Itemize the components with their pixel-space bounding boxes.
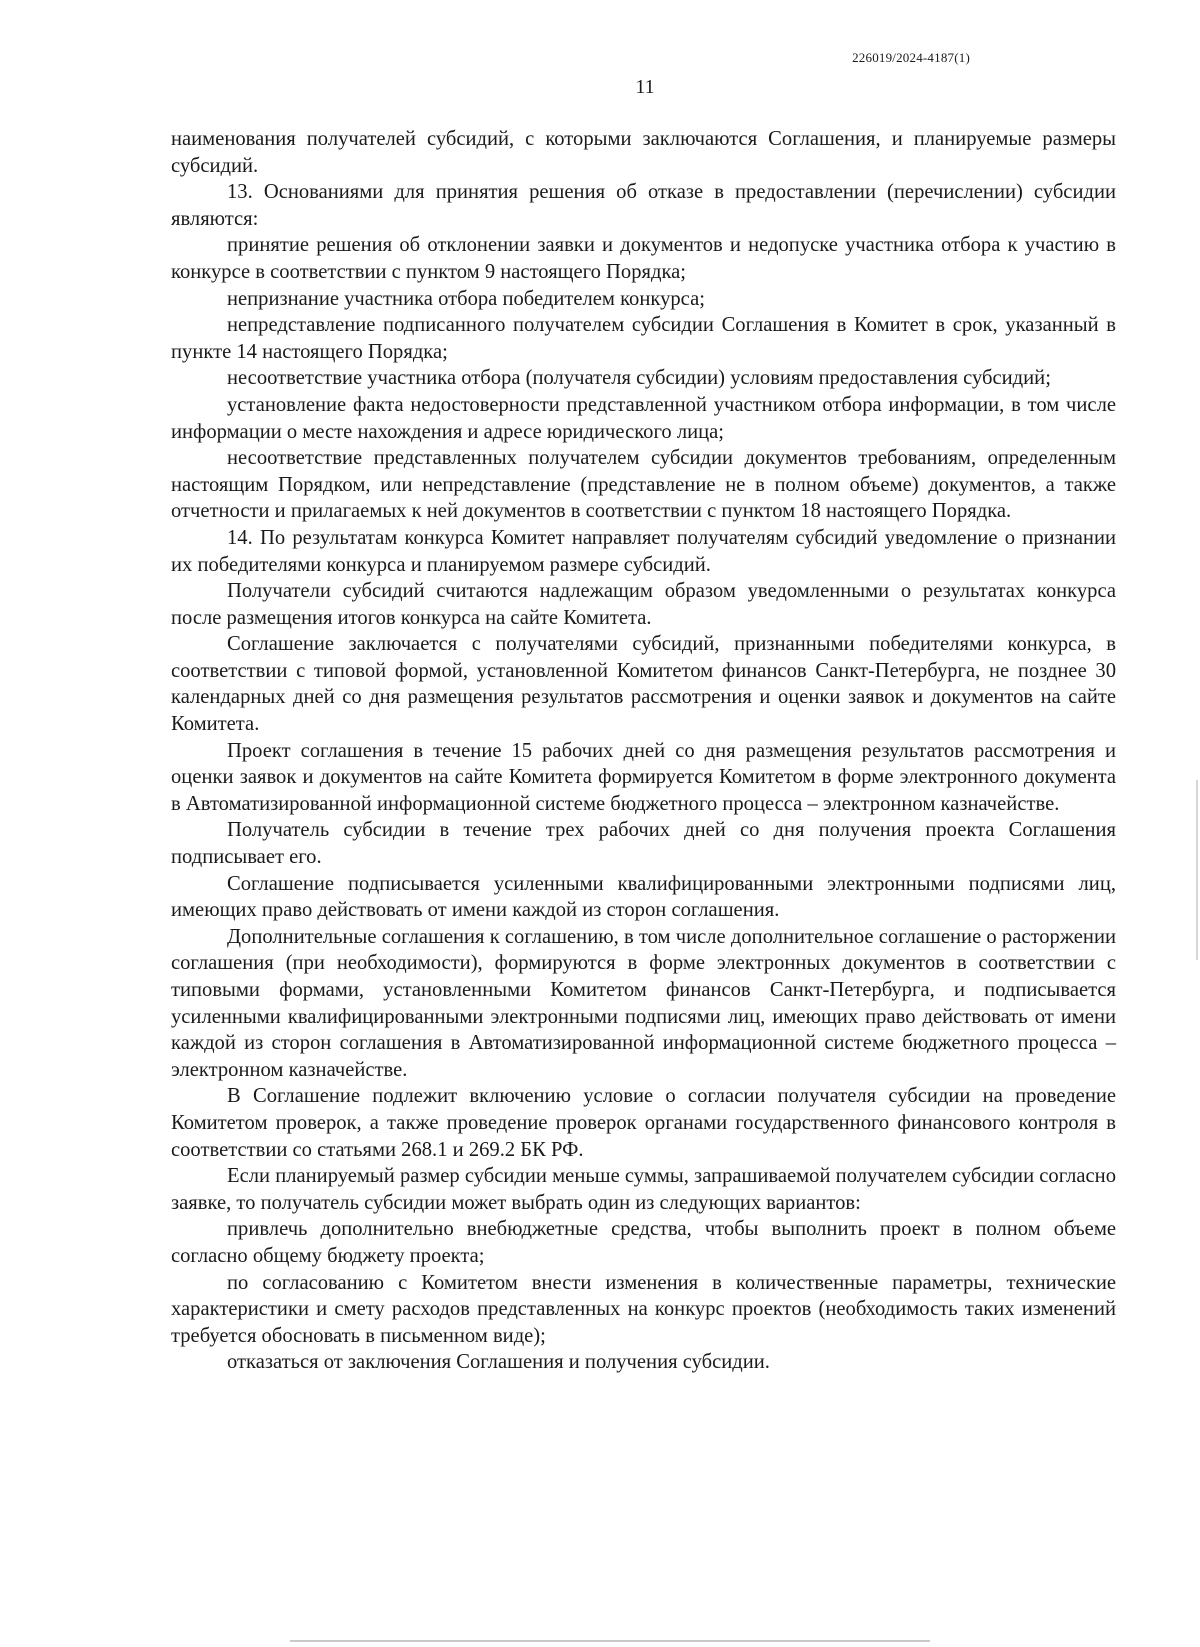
body-paragraph: несоответствие представленных получателем субсидии документов требованиям, определенным настоящим Порядком, или непредставление (представление не в полном объеме) документов, а также отчетности и прилагаемых к ней документов в соответствии с пунктом 18 настоящего Порядка.: [171, 447, 1116, 523]
body-paragraph: непредставление подписанного получателем субсидии Соглашения в Комитет в срок, указанный в пункте 14 настоящего Порядка;: [171, 314, 1116, 363]
body-paragraph: наименования получателей субсидий, с которыми заключаются Соглашения, и планируемые размеры субсидий.: [171, 128, 1116, 177]
body-paragraph: привлечь дополнительно внебюджетные средства, чтобы выполнить проект в полном объеме согласно общему бюджету проекта;: [171, 1218, 1116, 1267]
body-paragraph: принятие решения об отклонении заявки и документов и недопуске участника отбора к участию в конкурсе в соответствии с пунктом 9 настоящего Порядка;: [171, 234, 1116, 283]
body-paragraph: установление факта недостоверности представленной участником отбора информации, в том числе информации о месте нахождения и адресе юридического лица;: [171, 393, 1116, 443]
body-paragraph: по согласованию с Комитетом внести изменения в количественные параметры, технические характеристики и смету расходов представленных на конкурс проектов (необходимость таких изменений требуется обосновать в письменном виде);: [171, 1271, 1116, 1347]
body-paragraph: несоответствие участника отбора (получателя субсидии) условиям предоставления субсидий;: [227, 367, 1051, 390]
body-paragraph: непризнание участника отбора победителем конкурса;: [227, 287, 705, 310]
document-number: 226019/2024-4187(1): [852, 50, 970, 65]
scan-bottom-line: [290, 1640, 930, 1642]
body-paragraph: Соглашение подписывается усиленными квалифицированными электронными подписями лиц, имеющих право действовать от имени каждой из сторон соглашения.: [171, 872, 1116, 922]
document-body: [171, 126, 1116, 1376]
body-paragraph: Дополнительные соглашения к соглашению, в том числе дополнительное соглашение о расторжении соглашения (при необходимости), формируются в форме электронных документов в соответствии с типовыми формами, установленными Комитетом финансов Санкт-Петербурга, и подписывается усиленными квалифицированными электронными подписями лиц, имеющих право действовать от имени каждой из сторон соглашения в Автоматизированной информационной системе бюджетного процесса – электронном казначействе.: [171, 925, 1116, 1081]
page-number: 11: [635, 76, 655, 98]
body-paragraph: Получатель субсидии в течение трех рабочих дней со дня получения проекта Соглашения подписывает его.: [171, 819, 1116, 869]
body-paragraph: отказаться от заключения Соглашения и получения субсидии.: [227, 1351, 770, 1374]
body-paragraph: 13. Основаниями для принятия решения об отказе в предоставлении (перечислении) субсидии являются:: [171, 181, 1116, 230]
body-paragraph: В Соглашение подлежит включению условие о согласии получателя субсидии на проведение Комитетом проверок, а также проведение проверок органами государственного финансового контроля в соответствии со статьями 268.1 и 269.2 БК РФ.: [171, 1085, 1116, 1161]
body-paragraph: Если планируемый размер субсидии меньше суммы, запрашиваемой получателем субсидии согласно заявке, то получатель субсидии может выбрать один из следующих вариантов:: [171, 1165, 1116, 1214]
body-paragraph: Получатели субсидий считаются надлежащим образом уведомленными о результатах конкурса после размещения итогов конкурса на сайте Комитета.: [171, 580, 1116, 629]
scan-edge-mark: [1196, 780, 1198, 960]
body-paragraph: 14. По результатам конкурса Комитет направляет получателям субсидий уведомление о признании их победителями конкурса и планируемом размере субсидий.: [171, 526, 1116, 576]
body-paragraph: Проект соглашения в течение 15 рабочих дней со дня размещения результатов рассмотрения и оценки заявок и документов на сайте Комитета формируется Комитетом в форме электронного документа в Автоматизированной информационной системе бюджетного процесса – электронном казначействе.: [171, 739, 1116, 815]
body-paragraph: Соглашение заключается с получателями субсидий, признанными победителями конкурса, в соответствии с типовой формой, установленной Комитетом финансов Санкт-Петербурга, не позднее 30 календарных дней со дня размещения результатов рассмотрения и оценки заявок и документов на сайте Комитета.: [171, 633, 1116, 736]
